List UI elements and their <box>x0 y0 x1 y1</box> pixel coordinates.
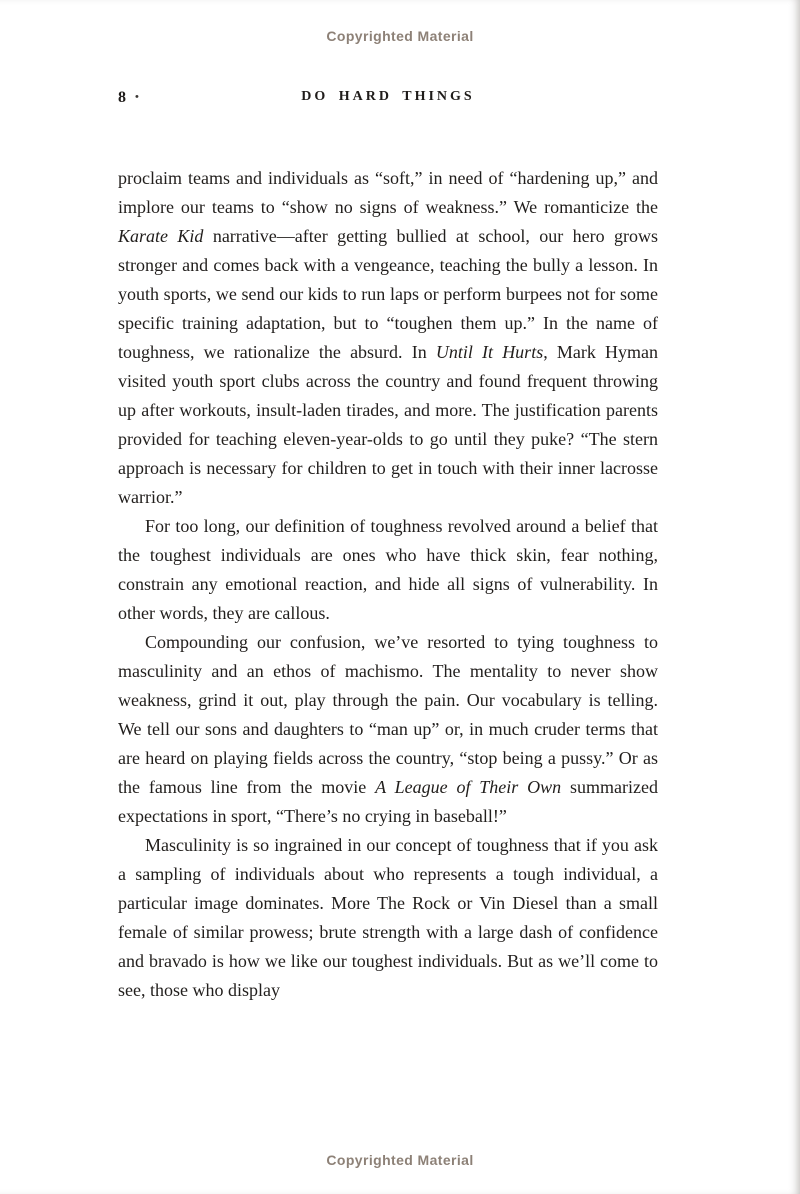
text-segment: proclaim teams and individuals as “soft,” in need of “hardening up,” and implore our teams to “show no signs of weakness.” We romanticize the <box>118 168 658 217</box>
book-title-italic: Until It Hurts <box>435 342 544 362</box>
page-number-value: 8 <box>118 89 126 106</box>
text-segment: , Mark Hyman visited youth sport clubs across the country and found frequent throwing up after workouts, insult-laden tirades, and more. The justification parents provided for teaching eleven-year-olds to go until they puke? “The stern approach is necessary for children to get in touch with their inner lacrosse warrior.” <box>118 342 658 507</box>
text-segment: summarized expectations in sport, “There’s no crying in baseball!” <box>118 777 658 826</box>
running-header <box>118 89 658 105</box>
paragraph <box>118 164 658 512</box>
paragraph <box>118 512 658 628</box>
paragraph <box>118 628 658 831</box>
copyright-notice-top: Copyrighted Material <box>326 28 474 44</box>
running-title: DO HARD THINGS <box>301 89 475 104</box>
copyright-notice-bottom: Copyrighted Material <box>326 1152 474 1168</box>
book-title-italic: Karate Kid <box>118 226 204 246</box>
paragraph <box>118 831 658 1005</box>
text-segment: Masculinity is so ingrained in our concept of toughness that if you ask a sampling of individuals about who represents a tough individual, a particular image dominates. More The Rock or Vin Diesel than a small female of similar prowess; brute strength with a large dash of confidence and bravado is how we like our toughest individuals. But as we’ll come to see, those who display <box>118 835 658 1000</box>
page-number <box>118 89 139 107</box>
header-bullet: • <box>135 91 139 103</box>
text-segment: For too long, our definition of toughness revolved around a belief that the toughest individuals are ones who have thick skin, fear nothing, constrain any emotional reaction, and hide all signs of vulnerability. In other words, they are callous. <box>118 516 658 623</box>
text-segment: narrative—after getting bullied at school, our hero grows stronger and comes back with a vengeance, teaching the bully a lesson. In youth sports, we send our kids to run laps or perform burpees not for some specific training adaptation, but to “toughen them up.” In the name of toughness, we rationalize the absurd. In <box>118 226 659 362</box>
page-body-text <box>118 164 658 1005</box>
text-segment: Compounding our confusion, we’ve resorted to tying toughness to masculinity and an ethos of machismo. The mentality to never show weakness, grind it out, play through the pain. Our vocabulary is telling. We tell our sons and daughters to “man up” or, in much cruder terms that are heard on playing fields across the country, “stop being a pussy.” Or as the famous line from the movie <box>118 632 658 797</box>
book-title-italic: A League of Their Own <box>375 777 562 797</box>
